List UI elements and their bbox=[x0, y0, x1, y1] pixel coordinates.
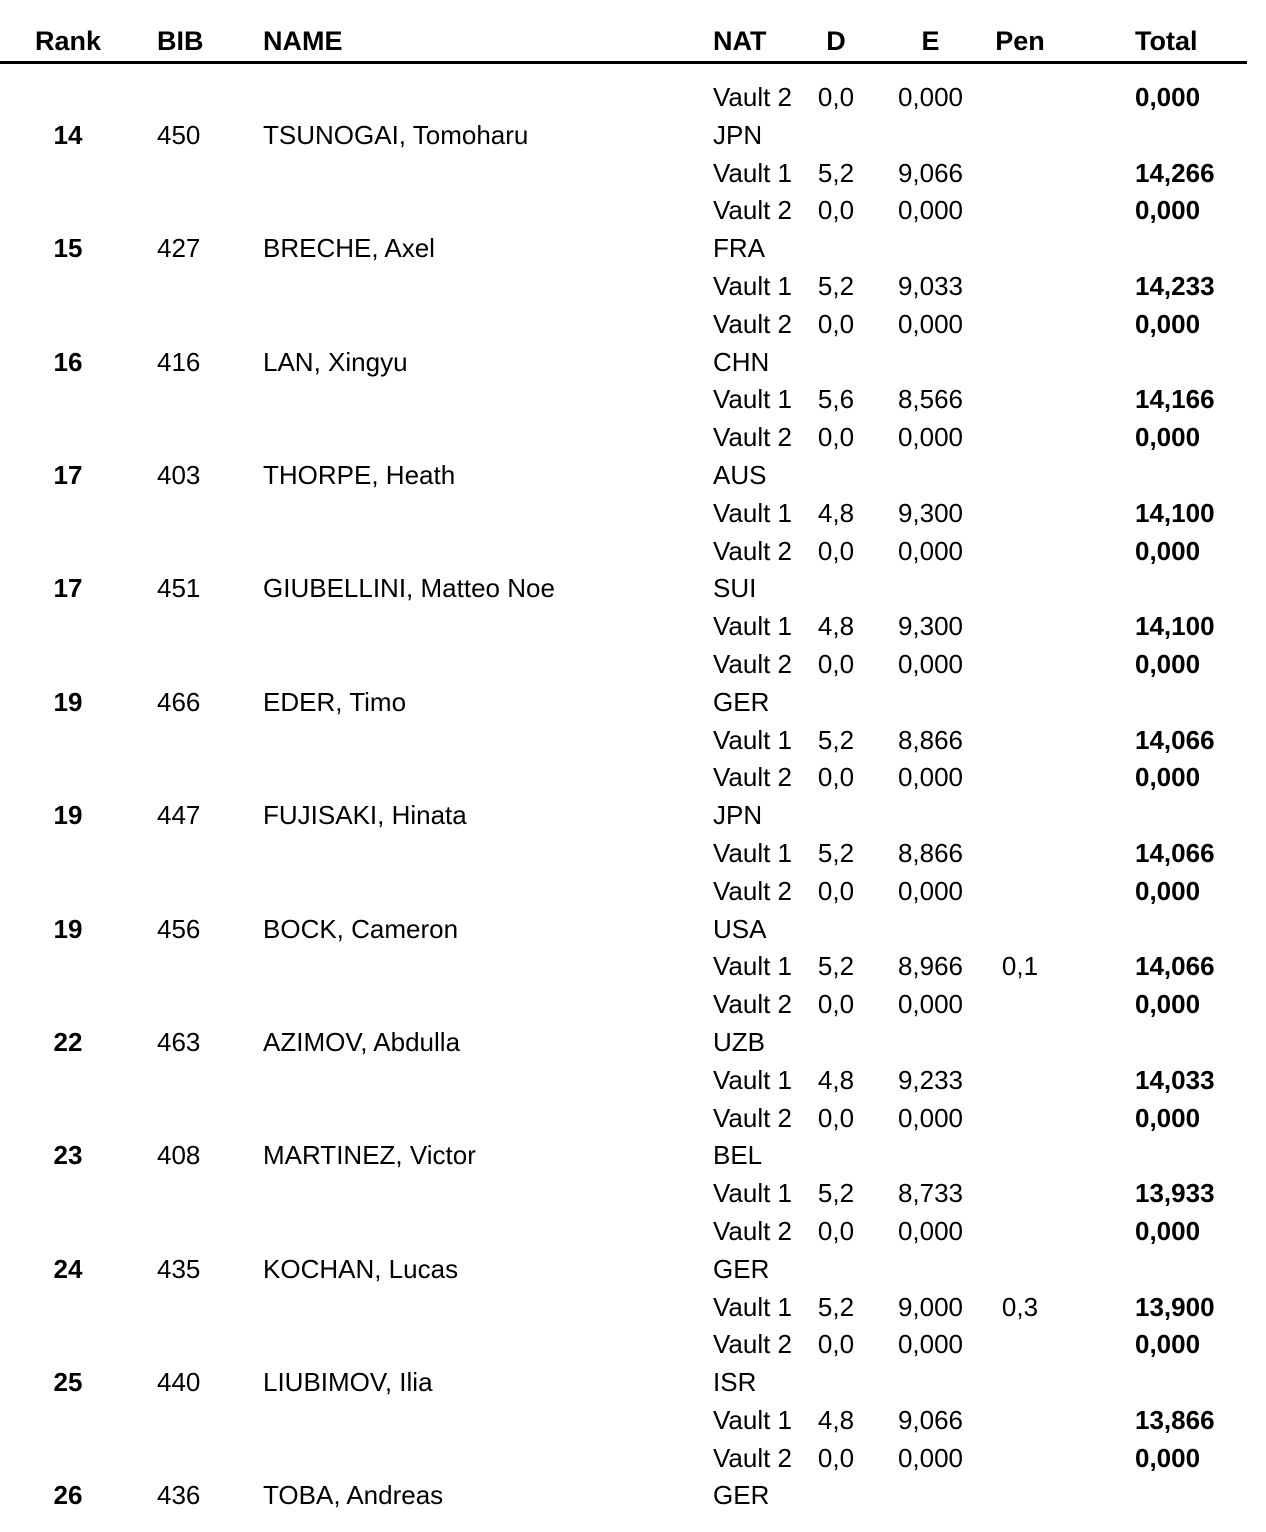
vault-label-cell: Vault 2 bbox=[713, 1215, 793, 1246]
athlete-name-cell: EDER, Timo bbox=[263, 686, 407, 717]
vault-label-cell: Vault 1 bbox=[713, 837, 793, 868]
vault-label-cell: Vault 1 bbox=[713, 724, 793, 755]
vault-score-row bbox=[0, 1100, 1266, 1138]
vault-label-cell: Vault 2 bbox=[713, 875, 793, 906]
column-header-d-score: D bbox=[826, 26, 846, 56]
total-score-cell: 0,000 bbox=[1135, 648, 1201, 679]
bib-cell: 440 bbox=[157, 1367, 201, 1398]
bib-cell: 416 bbox=[157, 346, 201, 377]
vault-label-cell: Vault 2 bbox=[713, 535, 793, 566]
e-score-cell: 0,000 bbox=[897, 195, 964, 226]
e-score-cell: 8,866 bbox=[897, 724, 964, 755]
vault-label-cell: Vault 2 bbox=[713, 762, 793, 793]
d-score-cell: 5,2 bbox=[817, 270, 855, 301]
athlete-row bbox=[0, 797, 1266, 835]
rank-cell: 17 bbox=[53, 459, 83, 490]
vault-score-row bbox=[0, 948, 1266, 986]
e-score-cell: 9,066 bbox=[897, 157, 964, 188]
nation-cell: CHN bbox=[713, 346, 770, 377]
nation-cell: AUS bbox=[713, 459, 767, 490]
vault-label-cell: Vault 2 bbox=[713, 308, 793, 339]
e-score-cell: 9,233 bbox=[897, 1064, 964, 1095]
e-score-cell: 8,733 bbox=[897, 1178, 964, 1209]
penalty-cell: 0,1 bbox=[1001, 951, 1039, 982]
athlete-name-cell: LIUBIMOV, Ilia bbox=[263, 1367, 433, 1398]
vault-label-cell: Vault 2 bbox=[713, 422, 793, 453]
total-score-cell: 0,000 bbox=[1135, 1329, 1201, 1360]
table-header-row bbox=[0, 0, 1266, 64]
e-score-cell: 0,000 bbox=[897, 1442, 964, 1473]
e-score-cell: 8,866 bbox=[897, 837, 964, 868]
total-score-cell: 14,100 bbox=[1135, 497, 1215, 528]
d-score-cell: 0,0 bbox=[817, 82, 855, 112]
vault-label-cell: Vault 2 bbox=[713, 989, 793, 1020]
total-score-cell: 0,000 bbox=[1135, 875, 1201, 906]
rank-cell: 23 bbox=[53, 1140, 83, 1171]
rank-cell: 16 bbox=[53, 346, 83, 377]
d-score-cell: 0,0 bbox=[817, 195, 855, 226]
d-score-cell: 4,8 bbox=[817, 1064, 855, 1095]
athlete-row bbox=[0, 457, 1266, 495]
nation-cell: FRA bbox=[713, 233, 765, 264]
vault-score-row bbox=[0, 419, 1266, 457]
total-score-cell: 14,166 bbox=[1135, 384, 1215, 415]
total-score-cell: 14,066 bbox=[1135, 724, 1215, 755]
bib-cell: 408 bbox=[157, 1140, 201, 1171]
bib-cell: 435 bbox=[157, 1253, 201, 1284]
total-score-cell: 14,233 bbox=[1135, 270, 1215, 301]
column-header-e-score: E bbox=[921, 26, 940, 56]
vault-score-row bbox=[0, 646, 1266, 684]
e-score-cell: 8,566 bbox=[897, 384, 964, 415]
bib-cell: 447 bbox=[157, 800, 201, 831]
e-score-cell: 0,000 bbox=[897, 1329, 964, 1360]
total-score-cell: 0,000 bbox=[1135, 82, 1201, 112]
d-score-cell: 0,0 bbox=[817, 1329, 855, 1360]
d-score-cell: 4,8 bbox=[817, 611, 855, 642]
total-score-cell: 14,066 bbox=[1135, 951, 1215, 982]
d-score-cell: 0,0 bbox=[817, 308, 855, 339]
athlete-row bbox=[0, 684, 1266, 722]
vault-label-cell: Vault 1 bbox=[713, 1178, 793, 1209]
vault-score-row bbox=[0, 1213, 1266, 1251]
bib-cell: 466 bbox=[157, 686, 201, 717]
nation-cell: SUI bbox=[713, 573, 757, 604]
vault-label-cell: Vault 1 bbox=[713, 1404, 793, 1435]
vault-label-cell: Vault 1 bbox=[713, 270, 793, 301]
d-score-cell: 0,0 bbox=[817, 422, 855, 453]
total-score-cell: 0,000 bbox=[1135, 989, 1201, 1020]
rank-cell: 26 bbox=[53, 1480, 83, 1511]
vault-score-row bbox=[0, 1326, 1266, 1364]
rank-cell: 14 bbox=[53, 119, 83, 150]
e-score-cell: 9,300 bbox=[897, 497, 964, 528]
vault-score-row bbox=[0, 381, 1266, 419]
e-score-cell: 0,000 bbox=[897, 989, 964, 1020]
athlete-name-cell: BRECHE, Axel bbox=[263, 233, 435, 264]
vault-score-row bbox=[0, 608, 1266, 646]
athlete-name-cell: TOBA, Andreas bbox=[263, 1480, 444, 1511]
total-score-cell: 0,000 bbox=[1135, 308, 1201, 339]
athlete-name-cell: AZIMOV, Abdulla bbox=[263, 1026, 461, 1057]
e-score-cell: 0,000 bbox=[897, 308, 964, 339]
vault-label-cell: Vault 2 bbox=[713, 1102, 793, 1133]
vault-score-row bbox=[0, 192, 1266, 230]
d-score-cell: 5,2 bbox=[817, 1178, 855, 1209]
d-score-cell: 0,0 bbox=[817, 535, 855, 566]
d-score-cell: 5,2 bbox=[817, 951, 855, 982]
bib-cell: 403 bbox=[157, 459, 201, 490]
vault-score-row bbox=[0, 873, 1266, 911]
rank-cell: 19 bbox=[53, 686, 83, 717]
column-header-name: NAME bbox=[263, 26, 343, 56]
d-score-cell: 4,8 bbox=[817, 497, 855, 528]
athlete-row bbox=[0, 1364, 1266, 1402]
vault-score-row bbox=[0, 1440, 1266, 1478]
athlete-name-cell: FUJISAKI, Hinata bbox=[263, 800, 467, 831]
d-score-cell: 0,0 bbox=[817, 1215, 855, 1246]
e-score-cell: 9,066 bbox=[897, 1404, 964, 1435]
vault-score-row bbox=[0, 1402, 1266, 1440]
rank-cell: 22 bbox=[53, 1026, 83, 1057]
total-score-cell: 0,000 bbox=[1135, 1442, 1201, 1473]
vault-label-cell: Vault 1 bbox=[713, 1064, 793, 1095]
column-header-nat: NAT bbox=[713, 26, 767, 56]
vault-score-row bbox=[0, 759, 1266, 797]
vault-label-cell: Vault 2 bbox=[713, 648, 793, 679]
e-score-cell: 0,000 bbox=[897, 1215, 964, 1246]
bib-cell: 427 bbox=[157, 233, 201, 264]
vault-score-row bbox=[0, 1062, 1266, 1100]
vault-score-row bbox=[0, 722, 1266, 760]
vault-label-cell: Vault 1 bbox=[713, 157, 793, 188]
d-score-cell: 0,0 bbox=[817, 762, 855, 793]
vault-score-row bbox=[0, 533, 1266, 571]
d-score-cell: 0,0 bbox=[817, 875, 855, 906]
vault-label-cell: Vault 1 bbox=[713, 951, 793, 982]
vault-label-cell: Vault 1 bbox=[713, 611, 793, 642]
vault-score-row bbox=[0, 306, 1266, 344]
nation-cell: BEL bbox=[713, 1140, 763, 1171]
nation-cell: JPN bbox=[713, 119, 763, 150]
rank-cell: 24 bbox=[53, 1253, 83, 1284]
d-score-cell: 4,8 bbox=[817, 1404, 855, 1435]
athlete-name-cell: MARTINEZ, Victor bbox=[263, 1140, 476, 1171]
athlete-row bbox=[0, 117, 1266, 155]
vault-score-row bbox=[0, 268, 1266, 306]
athlete-name-cell: KOCHAN, Lucas bbox=[263, 1253, 459, 1284]
column-header-penalty: Pen bbox=[995, 26, 1045, 56]
e-score-cell: 9,033 bbox=[897, 270, 964, 301]
header-divider-rule bbox=[0, 61, 1247, 64]
e-score-cell: 0,000 bbox=[897, 762, 964, 793]
e-score-cell: 0,000 bbox=[897, 648, 964, 679]
rank-cell: 19 bbox=[53, 800, 83, 831]
d-score-cell: 0,0 bbox=[817, 1102, 855, 1133]
athlete-row bbox=[0, 1137, 1266, 1175]
vault-label-cell: Vault 1 bbox=[713, 1291, 793, 1322]
e-score-cell: 0,000 bbox=[897, 1102, 964, 1133]
total-score-cell: 14,100 bbox=[1135, 611, 1215, 642]
athlete-row bbox=[0, 1251, 1266, 1289]
total-score-cell: 14,066 bbox=[1135, 837, 1215, 868]
vault-score-row bbox=[0, 986, 1266, 1024]
nation-cell: JPN bbox=[713, 800, 763, 831]
vault-score-row bbox=[0, 79, 1266, 117]
vault-score-row bbox=[0, 835, 1266, 873]
athlete-name-cell: THORPE, Heath bbox=[263, 459, 456, 490]
nation-cell: UZB bbox=[713, 1026, 765, 1057]
penalty-cell: 0,3 bbox=[1001, 1291, 1039, 1322]
e-score-cell: 0,000 bbox=[897, 535, 964, 566]
total-score-cell: 13,866 bbox=[1135, 1404, 1215, 1435]
vault-score-row bbox=[0, 495, 1266, 533]
total-score-cell: 0,000 bbox=[1135, 762, 1201, 793]
vault-label-cell: Vault 2 bbox=[713, 82, 793, 112]
rank-cell: 17 bbox=[53, 573, 83, 604]
bib-cell: 451 bbox=[157, 573, 201, 604]
total-score-cell: 13,900 bbox=[1135, 1291, 1215, 1322]
e-score-cell: 8,966 bbox=[897, 951, 964, 982]
bib-cell: 463 bbox=[157, 1026, 201, 1057]
e-score-cell: 0,000 bbox=[897, 82, 964, 112]
vault-label-cell: Vault 2 bbox=[713, 1329, 793, 1360]
bib-cell: 450 bbox=[157, 119, 201, 150]
column-header-total: Total bbox=[1135, 26, 1198, 56]
nation-cell: USA bbox=[713, 913, 767, 944]
vault-score-row bbox=[0, 1175, 1266, 1213]
d-score-cell: 5,2 bbox=[817, 1291, 855, 1322]
total-score-cell: 0,000 bbox=[1135, 1102, 1201, 1133]
bib-cell: 436 bbox=[157, 1480, 201, 1511]
nation-cell: GER bbox=[713, 1253, 770, 1284]
d-score-cell: 0,0 bbox=[817, 989, 855, 1020]
vault-score-row bbox=[0, 155, 1266, 193]
total-score-cell: 0,000 bbox=[1135, 535, 1201, 566]
e-score-cell: 9,300 bbox=[897, 611, 964, 642]
vault-label-cell: Vault 1 bbox=[713, 384, 793, 415]
d-score-cell: 0,0 bbox=[817, 1442, 855, 1473]
d-score-cell: 5,2 bbox=[817, 837, 855, 868]
vault-label-cell: Vault 2 bbox=[713, 195, 793, 226]
nation-cell: GER bbox=[713, 1480, 770, 1511]
total-score-cell: 13,933 bbox=[1135, 1178, 1215, 1209]
athlete-name-cell: LAN, Xingyu bbox=[263, 346, 408, 377]
d-score-cell: 5,2 bbox=[817, 724, 855, 755]
d-score-cell: 5,2 bbox=[817, 157, 855, 188]
athlete-row bbox=[0, 1024, 1266, 1062]
athlete-name-cell: GIUBELLINI, Matteo Noe bbox=[263, 573, 555, 604]
athlete-row bbox=[0, 570, 1266, 608]
d-score-cell: 0,0 bbox=[817, 648, 855, 679]
vault-label-cell: Vault 2 bbox=[713, 1442, 793, 1473]
e-score-cell: 0,000 bbox=[897, 875, 964, 906]
bib-cell: 456 bbox=[157, 913, 201, 944]
athlete-name-cell: TSUNOGAI, Tomoharu bbox=[263, 119, 529, 150]
total-score-cell: 14,033 bbox=[1135, 1064, 1215, 1095]
d-score-cell: 5,6 bbox=[817, 384, 855, 415]
total-score-cell: 0,000 bbox=[1135, 422, 1201, 453]
athlete-row bbox=[0, 230, 1266, 268]
e-score-cell: 9,000 bbox=[897, 1291, 964, 1322]
vault-score-row bbox=[0, 1289, 1266, 1327]
athlete-row bbox=[0, 344, 1266, 382]
nation-cell: ISR bbox=[713, 1367, 757, 1398]
athlete-row bbox=[0, 911, 1266, 949]
total-score-cell: 14,266 bbox=[1135, 157, 1215, 188]
rank-cell: 15 bbox=[53, 233, 83, 264]
column-header-rank: Rank bbox=[34, 26, 102, 56]
vault-label-cell: Vault 1 bbox=[713, 497, 793, 528]
table-body bbox=[0, 79, 1266, 1515]
athlete-name-cell: BOCK, Cameron bbox=[263, 913, 459, 944]
total-score-cell: 0,000 bbox=[1135, 1215, 1201, 1246]
column-header-bib: BIB bbox=[157, 26, 204, 56]
e-score-cell: 0,000 bbox=[897, 422, 964, 453]
nation-cell: GER bbox=[713, 686, 770, 717]
total-score-cell: 0,000 bbox=[1135, 195, 1201, 226]
athlete-row bbox=[0, 1477, 1266, 1515]
rank-cell: 19 bbox=[53, 913, 83, 944]
rank-cell: 25 bbox=[53, 1367, 83, 1398]
